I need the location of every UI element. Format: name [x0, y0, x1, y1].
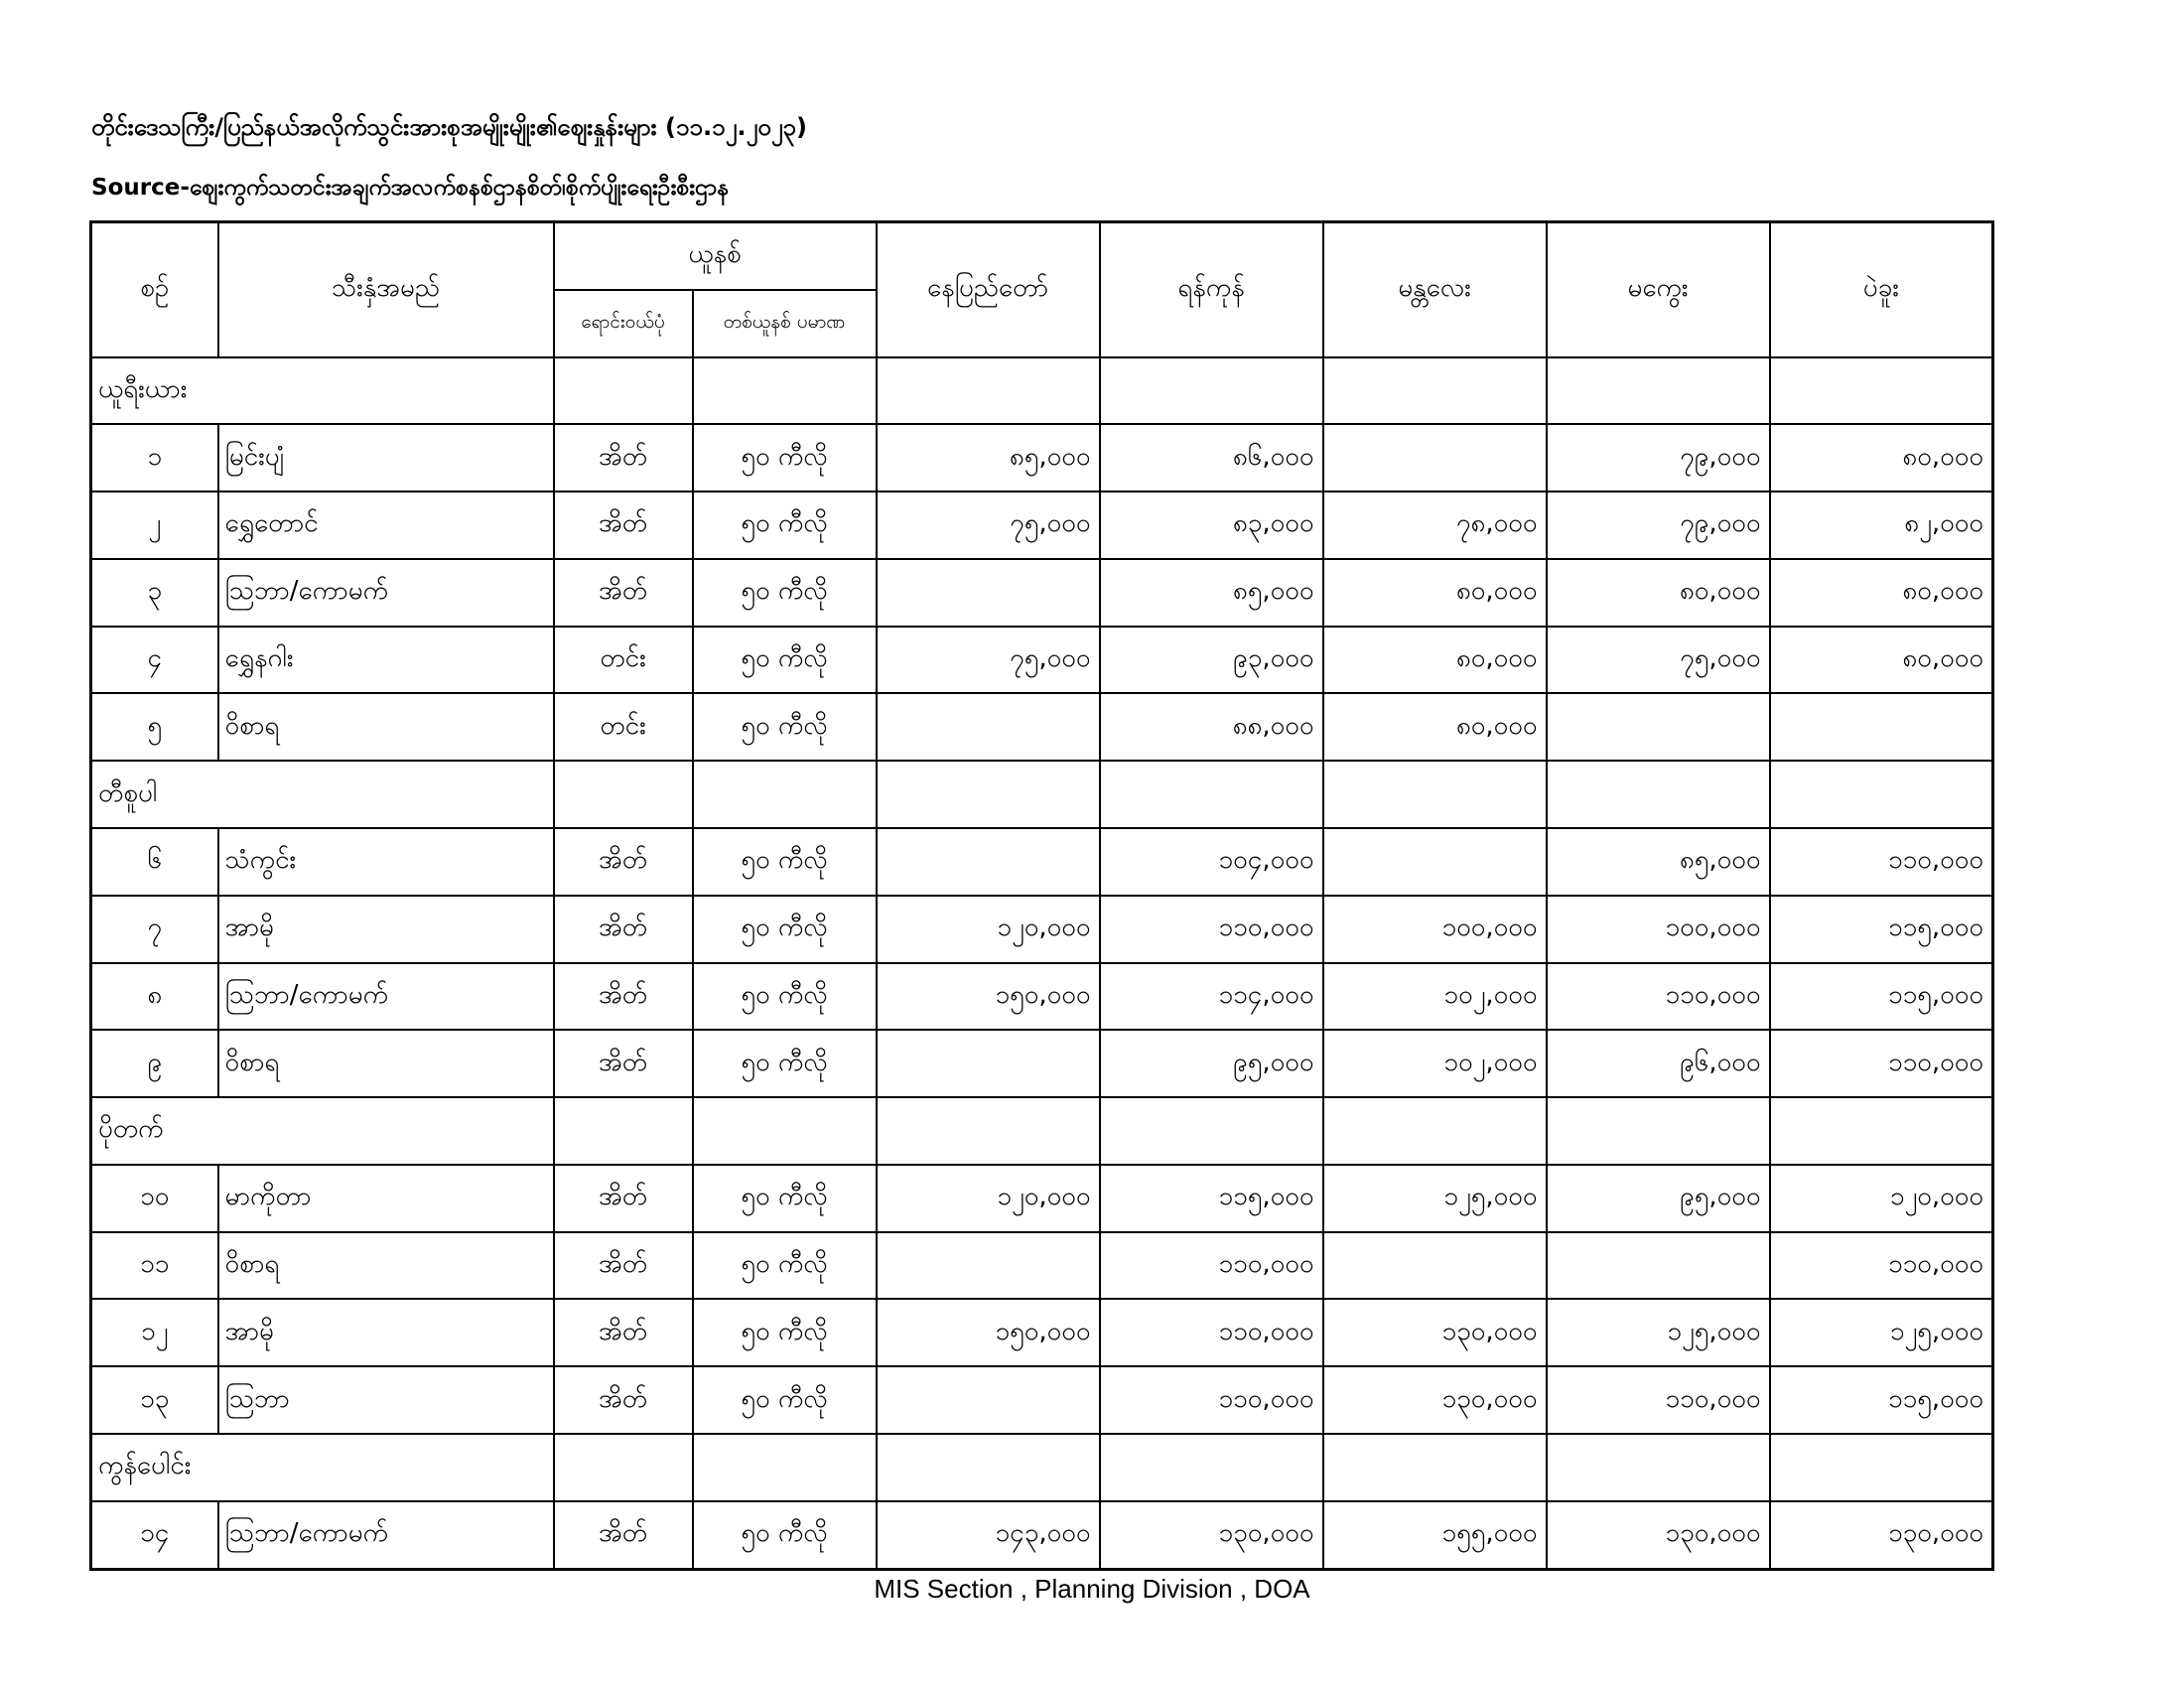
crop-name: မြင်းပျံ: [218, 424, 554, 492]
empty-cell: [1770, 761, 1993, 828]
header-naypyitaw: နေပြည်တော်: [877, 222, 1100, 357]
price-cell: ၁၃၀,၀၀၀: [1547, 1501, 1770, 1570]
crop-name: သြဘာ: [218, 1366, 554, 1434]
price-cell: ၁၁၄,၀၀၀: [1100, 963, 1323, 1031]
empty-cell: [1100, 1097, 1323, 1165]
price-cell: ၉၆,၀၀၀: [1547, 1030, 1770, 1097]
price-cell: ၉၅,၀၀၀: [1100, 1030, 1323, 1097]
table-row: [91, 693, 1993, 761]
price-cell: ၁၁၀,၀၀၀: [1770, 1232, 1993, 1300]
crop-name: ဝိစာရ: [218, 693, 554, 761]
price-cell: ၇၅,၀၀၀: [1547, 627, 1770, 694]
empty-cell: [1547, 1434, 1770, 1501]
empty-cell: [693, 1097, 877, 1165]
empty-cell: [554, 1434, 693, 1501]
price-cell: ၁၁၀,၀၀၀: [1100, 1366, 1323, 1434]
price-cell: ၁၁၅,၀၀၀: [1100, 1165, 1323, 1232]
price-cell: ၁၁၅,၀၀၀: [1770, 963, 1993, 1031]
unit-size: ၅၀ ကီလို: [693, 1232, 877, 1300]
crop-name: သြဘာ/ကောမက်: [218, 1501, 554, 1570]
unit-size: ၅၀ ကီလို: [693, 693, 877, 761]
crop-name: ရွှေတောင်: [218, 492, 554, 559]
source-line: Source-ဈေးကွက်သတင်းအချက်အလက်စနစ်ဌာနစိတ်၊စိုက်ပျိုးရေးဦးစီးဌာန: [91, 175, 730, 201]
price-cell: ၁၂၀,၀၀၀: [877, 896, 1100, 963]
price-cell: ၁၀၂,၀၀၀: [1323, 963, 1547, 1031]
price-cell: ၈၀,၀၀၀: [1323, 693, 1547, 761]
unit-type: အိတ်: [554, 1299, 693, 1366]
crop-name: မာကိုတာ: [218, 1165, 554, 1232]
table-row: [91, 1232, 1993, 1300]
price-cell: ၁၅၅,၀၀၀: [1323, 1501, 1547, 1570]
header-no: စဉ်: [91, 222, 218, 357]
price-cell: ၁၂၀,၀၀၀: [877, 1165, 1100, 1232]
empty-cell: [1323, 1434, 1547, 1501]
unit-type: အိတ်: [554, 1030, 693, 1097]
price-cell: ၁၃၀,၀၀၀: [1323, 1299, 1547, 1366]
price-cell: ၁၁၅,၀၀၀: [1770, 896, 1993, 963]
empty-cell: [1100, 761, 1323, 828]
price-table: [89, 220, 1994, 1571]
unit-type: အိတ်: [554, 1366, 693, 1434]
unit-size: ၅၀ ကီလို: [693, 424, 877, 492]
table-row: [91, 424, 1993, 492]
empty-cell: [693, 1434, 877, 1501]
price-cell: ၇၉,၀၀၀: [1547, 492, 1770, 559]
crop-name: အာမို: [218, 1299, 554, 1366]
row-number: ၃: [91, 559, 218, 627]
price-cell: [877, 828, 1100, 896]
crop-name: ဝိစာရ: [218, 1030, 554, 1097]
price-cell: ၁၁၀,၀၀၀: [1100, 1299, 1323, 1366]
price-cell: ၇၅,၀၀၀: [877, 627, 1100, 694]
price-cell: ၁၅၀,၀၀၀: [877, 1299, 1100, 1366]
price-cell: [877, 1366, 1100, 1434]
unit-type: အိတ်: [554, 1232, 693, 1300]
header-crop-name: သီးနှံအမည်: [218, 222, 554, 357]
crop-name: ရွှေနဂါး: [218, 627, 554, 694]
price-cell: [1547, 693, 1770, 761]
category-row: [91, 357, 1993, 425]
price-cell: ၈၃,၀၀၀: [1100, 492, 1323, 559]
table-row: [91, 559, 1993, 627]
row-number: ၁၂: [91, 1299, 218, 1366]
empty-cell: [1547, 1097, 1770, 1165]
table-row: [91, 627, 1993, 694]
price-cell: ၁၁၀,၀၀၀: [1770, 828, 1993, 896]
price-cell: ၁၂၅,၀၀၀: [1770, 1299, 1993, 1366]
price-cell: ၁၀၄,၀၀၀: [1100, 828, 1323, 896]
table-row: [91, 1501, 1993, 1570]
empty-cell: [1100, 357, 1323, 425]
price-cell: ၇၈,၀၀၀: [1323, 492, 1547, 559]
footer: MIS Section , Planning Division , DOA: [874, 1574, 1310, 1604]
price-cell: ၁၁၀,၀၀၀: [1547, 1366, 1770, 1434]
price-cell: ၈၀,၀၀၀: [1323, 627, 1547, 694]
empty-cell: [1770, 1097, 1993, 1165]
unit-type: အိတ်: [554, 492, 693, 559]
price-cell: ၁၀၀,၀၀၀: [1547, 896, 1770, 963]
price-cell: ၈၀,၀၀၀: [1770, 627, 1993, 694]
unit-size: ၅၀ ကီလို: [693, 492, 877, 559]
price-cell: [877, 1232, 1100, 1300]
price-cell: ၁၁၀,၀၀၀: [1100, 1232, 1323, 1300]
unit-size: ၅၀ ကီလို: [693, 559, 877, 627]
empty-cell: [693, 357, 877, 425]
crop-name: ဝိစာရ: [218, 1232, 554, 1300]
unit-size: ၅၀ ကီလို: [693, 1299, 877, 1366]
unit-type: အိတ်: [554, 828, 693, 896]
empty-cell: [1770, 1434, 1993, 1501]
table-row: [91, 828, 1993, 896]
category-label: ယူရီးယား: [91, 357, 554, 425]
unit-size: ၅၀ ကီလို: [693, 828, 877, 896]
empty-cell: [877, 357, 1100, 425]
price-cell: ၉၅,၀၀၀: [1547, 1165, 1770, 1232]
category-label: ကွန်ပေါင်း: [91, 1434, 554, 1501]
table-row: [91, 1366, 1993, 1434]
crop-name: သံကွင်း: [218, 828, 554, 896]
table-row: [91, 1299, 1993, 1366]
price-cell: [1323, 424, 1547, 492]
price-cell: ၈၀,၀၀၀: [1547, 559, 1770, 627]
crop-name: သြဘာ/ကောမက်: [218, 963, 554, 1031]
unit-size: ၅၀ ကီလို: [693, 963, 877, 1031]
row-number: ၁၁: [91, 1232, 218, 1300]
table-row: [91, 1030, 1993, 1097]
empty-cell: [1323, 1097, 1547, 1165]
price-cell: [1770, 693, 1993, 761]
crop-name: အာမို: [218, 896, 554, 963]
unit-type: အိတ်: [554, 1165, 693, 1232]
price-cell: ၈၂,၀၀၀: [1770, 492, 1993, 559]
row-number: ၂: [91, 492, 218, 559]
empty-cell: [877, 1434, 1100, 1501]
empty-cell: [554, 761, 693, 828]
price-cell: [877, 693, 1100, 761]
empty-cell: [1323, 761, 1547, 828]
price-cell: ၈၀,၀၀၀: [1323, 559, 1547, 627]
price-cell: [877, 559, 1100, 627]
row-number: ၄: [91, 627, 218, 694]
empty-cell: [1100, 1434, 1323, 1501]
empty-cell: [1547, 357, 1770, 425]
price-cell: ၈၅,၀၀၀: [877, 424, 1100, 492]
row-number: ၆: [91, 828, 218, 896]
table-row: [91, 963, 1993, 1031]
category-row: [91, 1434, 1993, 1501]
unit-type: အိတ်: [554, 963, 693, 1031]
table-row: [91, 492, 1993, 559]
price-cell: ၇၅,၀၀၀: [877, 492, 1100, 559]
row-number: ၇: [91, 896, 218, 963]
category-row: [91, 761, 1993, 828]
row-number: ၅: [91, 693, 218, 761]
price-cell: ၁၁၅,၀၀၀: [1770, 1366, 1993, 1434]
price-cell: ၉၃,၀၀၀: [1100, 627, 1323, 694]
price-cell: ၈၀,၀၀၀: [1770, 424, 1993, 492]
row-number: ၁: [91, 424, 218, 492]
unit-type: အိတ်: [554, 559, 693, 627]
category-label: တီစူပါ: [91, 761, 554, 828]
unit-type: အိတ်: [554, 1501, 693, 1570]
unit-size: ၅၀ ကီလို: [693, 1501, 877, 1570]
page-title: တိုင်းဒေသကြီး/ပြည်နယ်အလိုက်သွင်းအားစုအမျိုးမျိုး၏ဈေးနှုန်းများ (၁၁.၁၂.၂၀၂၃): [91, 113, 808, 141]
empty-cell: [877, 1097, 1100, 1165]
price-cell: ၁၂၅,၀၀၀: [1547, 1299, 1770, 1366]
header-unit-type: ရောင်းဝယ်ပုံ: [554, 290, 693, 357]
row-number: ၁၄: [91, 1501, 218, 1570]
price-cell: ၈၅,၀၀၀: [1100, 559, 1323, 627]
row-number: ၁၀: [91, 1165, 218, 1232]
unit-size: ၅၀ ကီလို: [693, 1165, 877, 1232]
table-row: [91, 1165, 1993, 1232]
empty-cell: [554, 1097, 693, 1165]
unit-type: အိတ်: [554, 896, 693, 963]
price-cell: [877, 1030, 1100, 1097]
header-magway: မကွေး: [1547, 222, 1770, 357]
header-unit-group: ယူနစ်: [554, 222, 877, 290]
empty-cell: [1323, 357, 1547, 425]
unit-size: ၅၀ ကီလို: [693, 627, 877, 694]
price-cell: ၁၃၀,၀၀၀: [1100, 1501, 1323, 1570]
unit-size: ၅၀ ကီလို: [693, 1366, 877, 1434]
category-row: [91, 1097, 1993, 1165]
price-cell: ၁၁၀,၀၀၀: [1770, 1030, 1993, 1097]
price-cell: ၈၀,၀၀၀: [1770, 559, 1993, 627]
header-unit-size: တစ်ယူနစ် ပမာဏ: [693, 290, 877, 357]
price-cell: ၇၉,၀၀၀: [1547, 424, 1770, 492]
table-row: [91, 896, 1993, 963]
header-bago: ပဲခူး: [1770, 222, 1993, 357]
empty-cell: [877, 761, 1100, 828]
crop-name: သြဘာ/ကောမက်: [218, 559, 554, 627]
price-cell: [1323, 1232, 1547, 1300]
empty-cell: [554, 357, 693, 425]
price-cell: ၁၂၅,၀၀၀: [1323, 1165, 1547, 1232]
price-cell: ၁၁၀,၀၀၀: [1547, 963, 1770, 1031]
header-mandalay: မန္တလေး: [1323, 222, 1547, 357]
header-yangon: ရန်ကုန်: [1100, 222, 1323, 357]
unit-type: တင်း: [554, 693, 693, 761]
unit-size: ၅၀ ကီလို: [693, 1030, 877, 1097]
row-number: ၁၃: [91, 1366, 218, 1434]
price-cell: ၁၃၀,၀၀၀: [1770, 1501, 1993, 1570]
empty-cell: [693, 761, 877, 828]
price-cell: ၁၀၀,၀၀၀: [1323, 896, 1547, 963]
empty-cell: [1770, 357, 1993, 425]
price-cell: ၈၅,၀၀၀: [1547, 828, 1770, 896]
row-number: ၈: [91, 963, 218, 1031]
price-cell: ၁၂၀,၀၀၀: [1770, 1165, 1993, 1232]
price-cell: ၁၃၀,၀၀၀: [1323, 1366, 1547, 1434]
category-label: ပိုတက်: [91, 1097, 554, 1165]
price-cell: ၁၁၀,၀၀၀: [1100, 896, 1323, 963]
unit-type: တင်း: [554, 627, 693, 694]
empty-cell: [1547, 761, 1770, 828]
price-cell: [1323, 828, 1547, 896]
row-number: ၉: [91, 1030, 218, 1097]
price-cell: ၁၀၂,၀၀၀: [1323, 1030, 1547, 1097]
price-cell: [1547, 1232, 1770, 1300]
unit-type: အိတ်: [554, 424, 693, 492]
price-cell: ၈၆,၀၀၀: [1100, 424, 1323, 492]
price-cell: ၁၅၀,၀၀၀: [877, 963, 1100, 1031]
unit-size: ၅၀ ကီလို: [693, 896, 877, 963]
price-cell: ၁၄၃,၀၀၀: [877, 1501, 1100, 1570]
price-cell: ၈၈,၀၀၀: [1100, 693, 1323, 761]
